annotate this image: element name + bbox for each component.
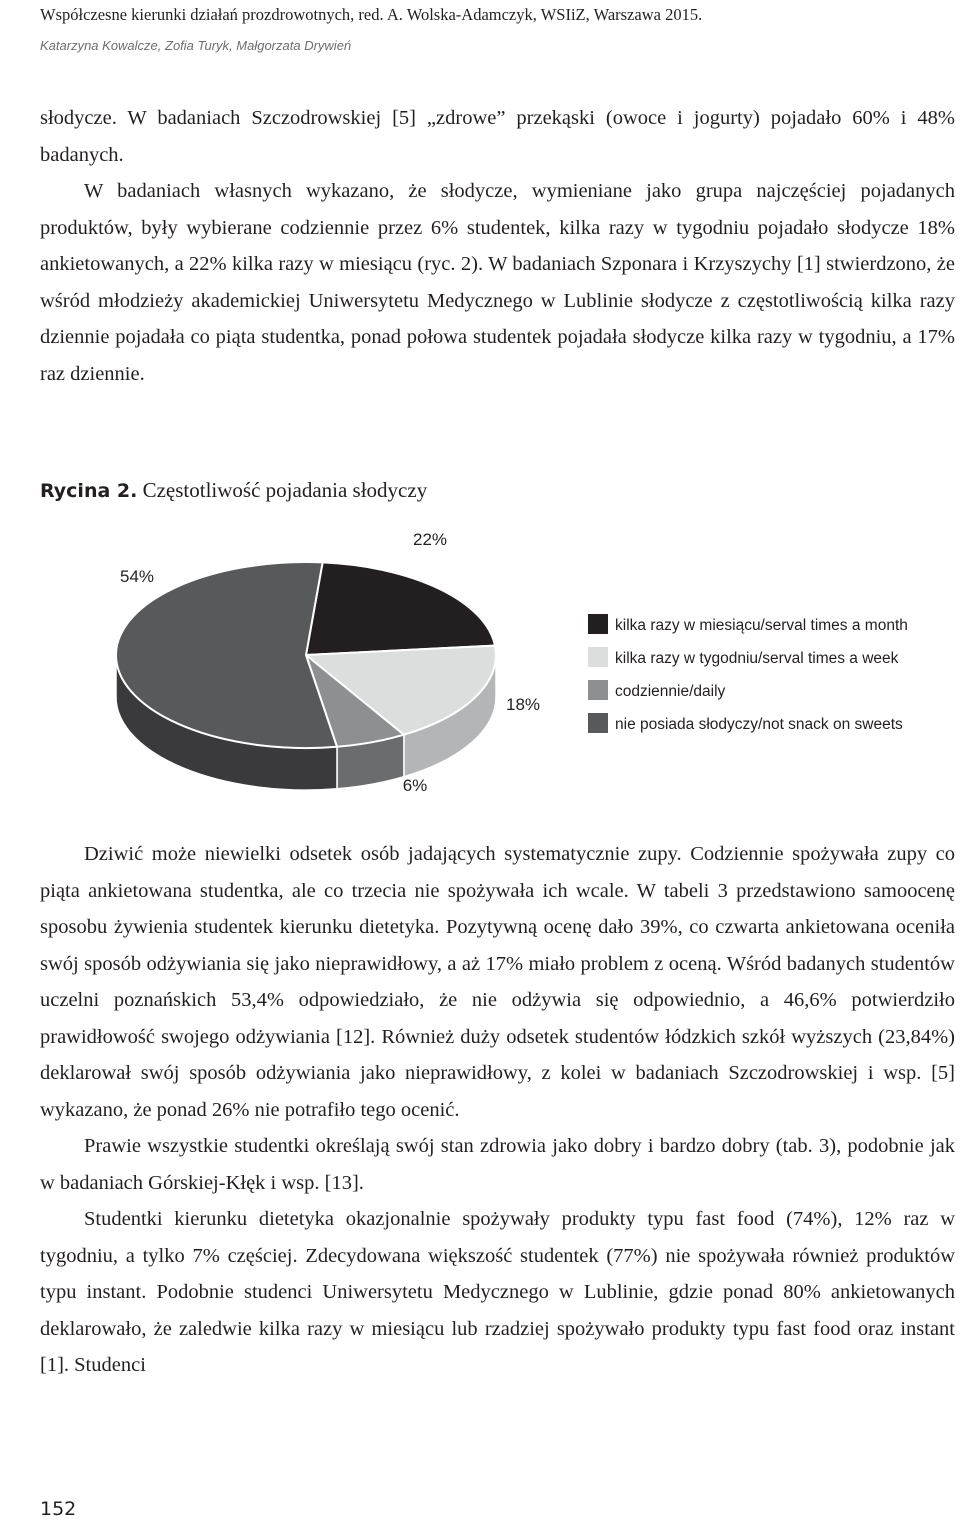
data-label-3: 54% — [119, 567, 155, 586]
body-text-bottom — [40, 836, 955, 1384]
paragraph: W badaniach własnych wykazano, że słodycze, wymieniane jako grupa najczęściej pojadanych produktów, były wybierane codziennie przez 6% studentek, kilka razy w tygodniu pojadało słodycze 18% ankietowanych, a 22% kilka razy w miesiącu (ryc. 2). W badaniach Szponara i Krzyszychy [1] stwierdzono, że wśród młodzieży akademickiej Uniwersytetu Medycznego w Lublinie słodycze z częstotliwością kilka razy dziennie pojadała co piąta studentka, ponad połowa studentek pojadała słodycze kilka razy w tygodniu, a 17% raz dziennie. — [40, 180, 955, 385]
paragraph: Dziwić może niewielki odsetek osób jadających systematycznie zupy. Codziennie spożywała zupy co piąta ankietowana studentka, ale co trzecia nie spożywała ich wcale. W tabeli 3 przedstawiono samoocenę sposobu żywienia studentek kierunku dietetyka. Pozytywną ocenę dało 39%, co czwarta ankietowana oceniła swój sposób odżywiania się jako nieprawidłowy, a aż 17% miało problem z oceną. Wśród badanych studentów uczelni poznańskich 53,4% odpowiedziało, że nie odżywia się odpowiednio, a 46,6% potwierdziło prawidłowość swojego odżywiania [12]. Również duży odsetek studentów łódzkich szkół wyższych (23,84%) deklarował swój sposób odżywiania jako nieprawidłowy, z kolei w badaniach Szczodrowskiej i wsp. [5] wykazano, że ponad 26% nie potrafiło tego ocenić. — [40, 843, 955, 1121]
legend-label-0: kilka razy w miesiącu/serval times a month — [615, 617, 908, 634]
pie-chart — [0, 520, 960, 820]
paragraph: Prawie wszystkie studentki określają swój stan zdrowia jako dobry i bardzo dobry (tab. 3), podobnie jak w badaniach Górskiej-Kłęk i wsp. [13]. — [40, 1135, 955, 1194]
chapter-authors: Katarzyna Kowalcze, Zofia Turyk, Małgorzata Drywień — [40, 38, 352, 53]
book-title: Współczesne kierunki działań prozdrowotnych, red. A. Wolska-Adamczyk, WSIiZ, Warszawa 2015. — [40, 5, 703, 24]
page-number: 152 — [40, 1498, 77, 1520]
pie-slice-0 — [306, 562, 495, 655]
body-text-top — [40, 100, 955, 392]
legend-swatch-2 — [588, 680, 608, 700]
figure-caption — [40, 472, 427, 509]
figure-caption-text: Częstotliwość pojadania słodyczy — [142, 478, 428, 502]
data-label-1: 18% — [505, 695, 541, 714]
legend-swatch-3 — [588, 713, 608, 733]
legend-swatch-0 — [588, 614, 608, 634]
legend-label-1: kilka razy w tygodniu/serval times a week — [615, 650, 899, 667]
legend-swatch-1 — [588, 647, 608, 667]
running-header — [40, 4, 940, 56]
figure-label: Rycina 2. — [40, 480, 138, 502]
data-label-0: 22% — [412, 530, 448, 549]
data-label-2: 6% — [402, 776, 428, 795]
paragraph: słodycze. W badaniach Szczodrowskiej [5] „zdrowe” przekąski (owoce i jogurty) pojadało 60% i 48% badanych. — [40, 107, 955, 166]
legend-label-2: codziennie/daily — [615, 683, 726, 700]
legend-label-3: nie posiada słodyczy/not snack on sweets — [615, 716, 903, 733]
paragraph: Studentki kierunku dietetyka okazjonalnie spożywały produkty typu fast food (74%), 12% raz w tygodniu, a tylko 7% częściej. Zdecydowana większość studentek (77%) nie spożywała również produktów typu instant. Podobnie studenci Uniwersytetu Medycznego w Lublinie, gdzie ponad 80% ankietowanych deklarowało, że zaledwie kilka razy w miesiącu lub rzadziej spożywało produkty typu fast food oraz instant [1]. Studenci — [40, 1208, 955, 1376]
